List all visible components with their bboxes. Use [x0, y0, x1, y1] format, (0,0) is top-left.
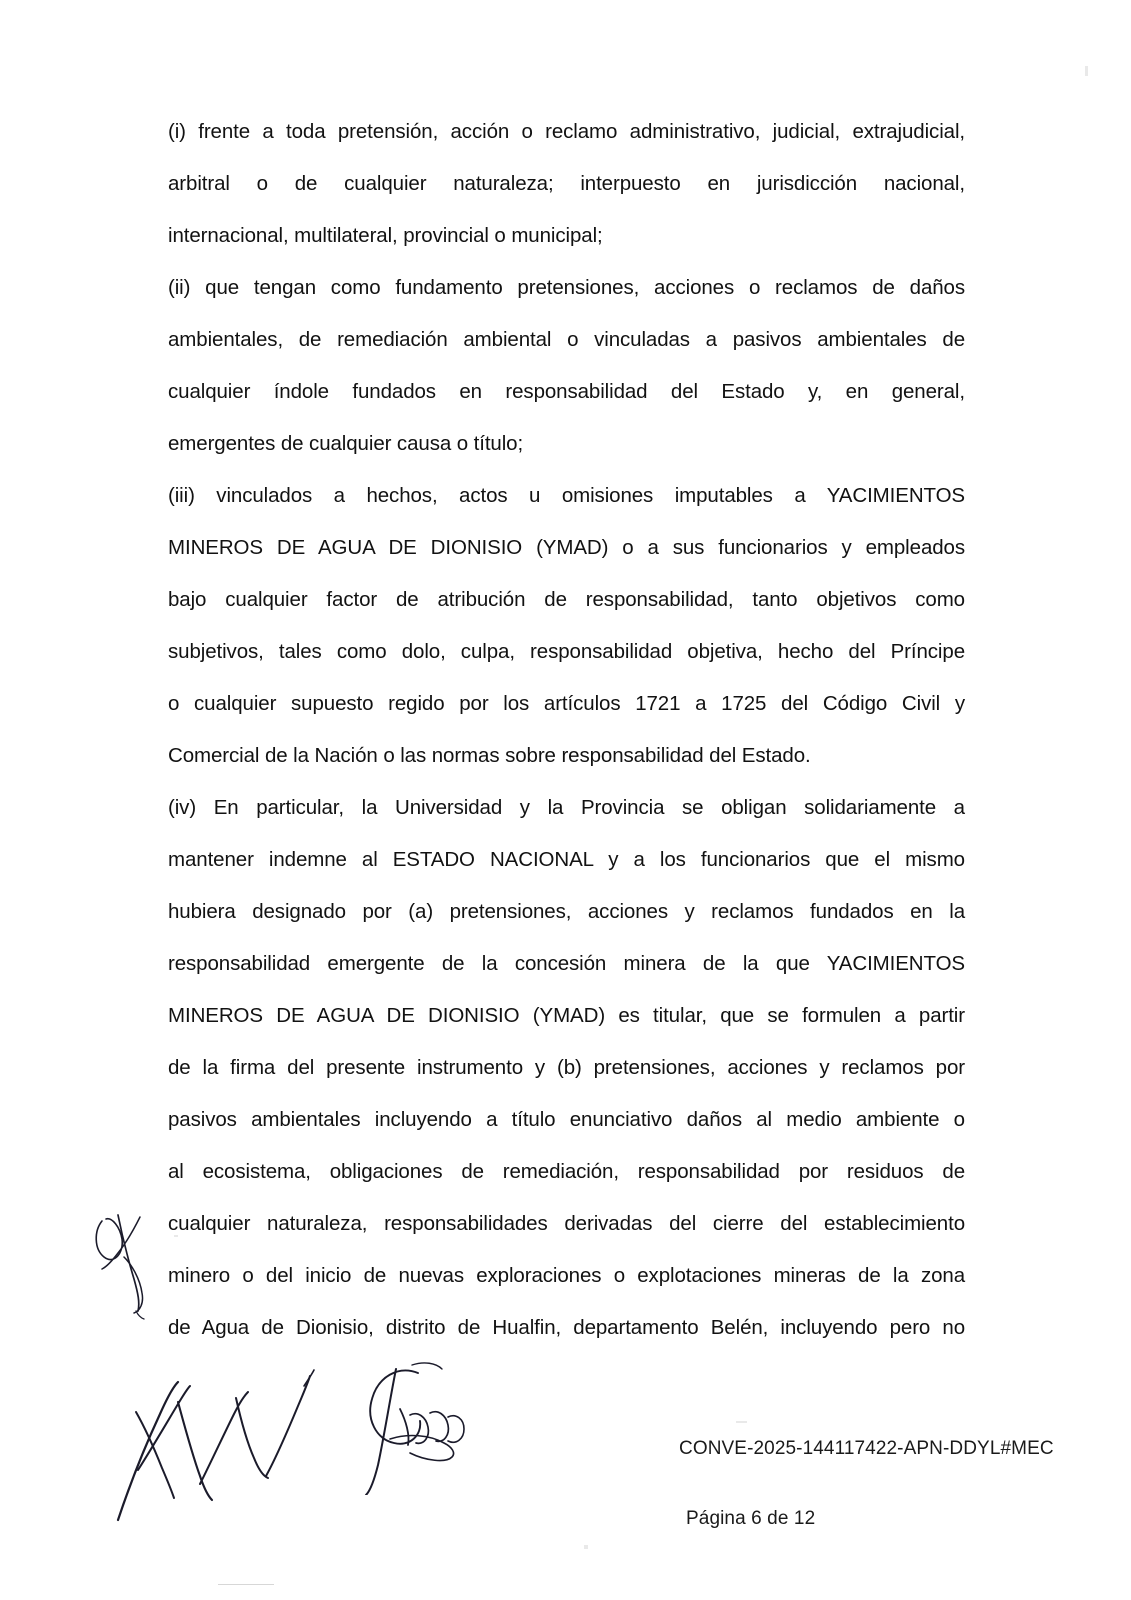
paragraph-clause-iv: [168, 782, 965, 1354]
text-line: subjetivos, tales como dolo, culpa, responsabilidad objetiva, hecho del Príncipe: [168, 640, 965, 663]
signature-center: [352, 1355, 472, 1495]
text-line: (iii) vinculados a hechos, actos u omisiones imputables a YACIMIENTOS: [168, 484, 965, 507]
text-line: Comercial de la Nación o las normas sobre responsabilidad del Estado.: [168, 744, 811, 767]
text-line: (i) frente a toda pretensión, acción o reclamo administrativo, judicial, extrajudicial,: [168, 120, 965, 143]
text-line: responsabilidad emergente de la concesión minera de la que YACIMIENTOS: [168, 952, 965, 975]
text-line: arbitral o de cualquier naturaleza; interpuesto en jurisdicción nacional,: [168, 172, 965, 195]
text-line: al ecosistema, obligaciones de remediación, responsabilidad por residuos de: [168, 1160, 965, 1183]
document-reference-code: CONVE-2025-144117422-APN-DDYL#MEC: [679, 1438, 1054, 1459]
document-body: [168, 106, 965, 1354]
page-number-label: Página 6 de 12: [686, 1508, 816, 1529]
paragraph-clause-i: [168, 106, 965, 262]
text-line: cualquier índole fundados en responsabilidad del Estado y, en general,: [168, 380, 965, 403]
text-line: cualquier naturaleza, responsabilidades derivadas del cierre del establecimiento: [168, 1212, 965, 1235]
text-line: ambientales, de remediación ambiental o vinculadas a pasivos ambientales de: [168, 328, 965, 351]
signature-left: [108, 1352, 318, 1527]
text-line: pasivos ambientales incluyendo a título enunciativo daños al medio ambiente o: [168, 1108, 965, 1131]
text-line: de la firma del presente instrumento y (b) pretensiones, acciones y reclamos por: [168, 1056, 965, 1079]
signature-margin-initial: [88, 1205, 168, 1320]
scan-speck: [584, 1545, 588, 1549]
scan-artifact-line: [218, 1584, 274, 1585]
text-line: internacional, multilateral, provincial o municipal;: [168, 224, 603, 247]
text-line: (iv) En particular, la Universidad y la Provincia se obligan solidariamente a: [168, 796, 965, 819]
text-line: MINEROS DE AGUA DE DIONISIO (YMAD) es titular, que se formulen a partir: [168, 1004, 965, 1027]
text-line: emergentes de cualquier causa o título;: [168, 432, 524, 455]
text-line: (ii) que tengan como fundamento pretensiones, acciones o reclamos de daños: [168, 276, 965, 299]
text-line: bajo cualquier factor de atribución de responsabilidad, tanto objetivos como: [168, 588, 965, 611]
scan-speck: [736, 1421, 747, 1423]
text-line: hubiera designado por (a) pretensiones, acciones y reclamos fundados en la: [168, 900, 965, 923]
text-line: mantener indemne al ESTADO NACIONAL y a los funcionarios que el mismo: [168, 848, 965, 871]
scan-speck: [1085, 66, 1088, 76]
paragraph-clause-ii: [168, 262, 965, 470]
text-line: MINEROS DE AGUA DE DIONISIO (YMAD) o a sus funcionarios y empleados: [168, 536, 965, 559]
text-line: o cualquier supuesto regido por los artículos 1721 a 1725 del Código Civil y: [168, 692, 965, 715]
scan-speck: [174, 1235, 178, 1237]
text-line: minero o del inicio de nuevas exploraciones o explotaciones mineras de la zona: [168, 1264, 965, 1287]
text-line: de Agua de Dionisio, distrito de Hualfin, departamento Belén, incluyendo pero no: [168, 1316, 965, 1339]
paragraph-clause-iii: [168, 470, 965, 782]
